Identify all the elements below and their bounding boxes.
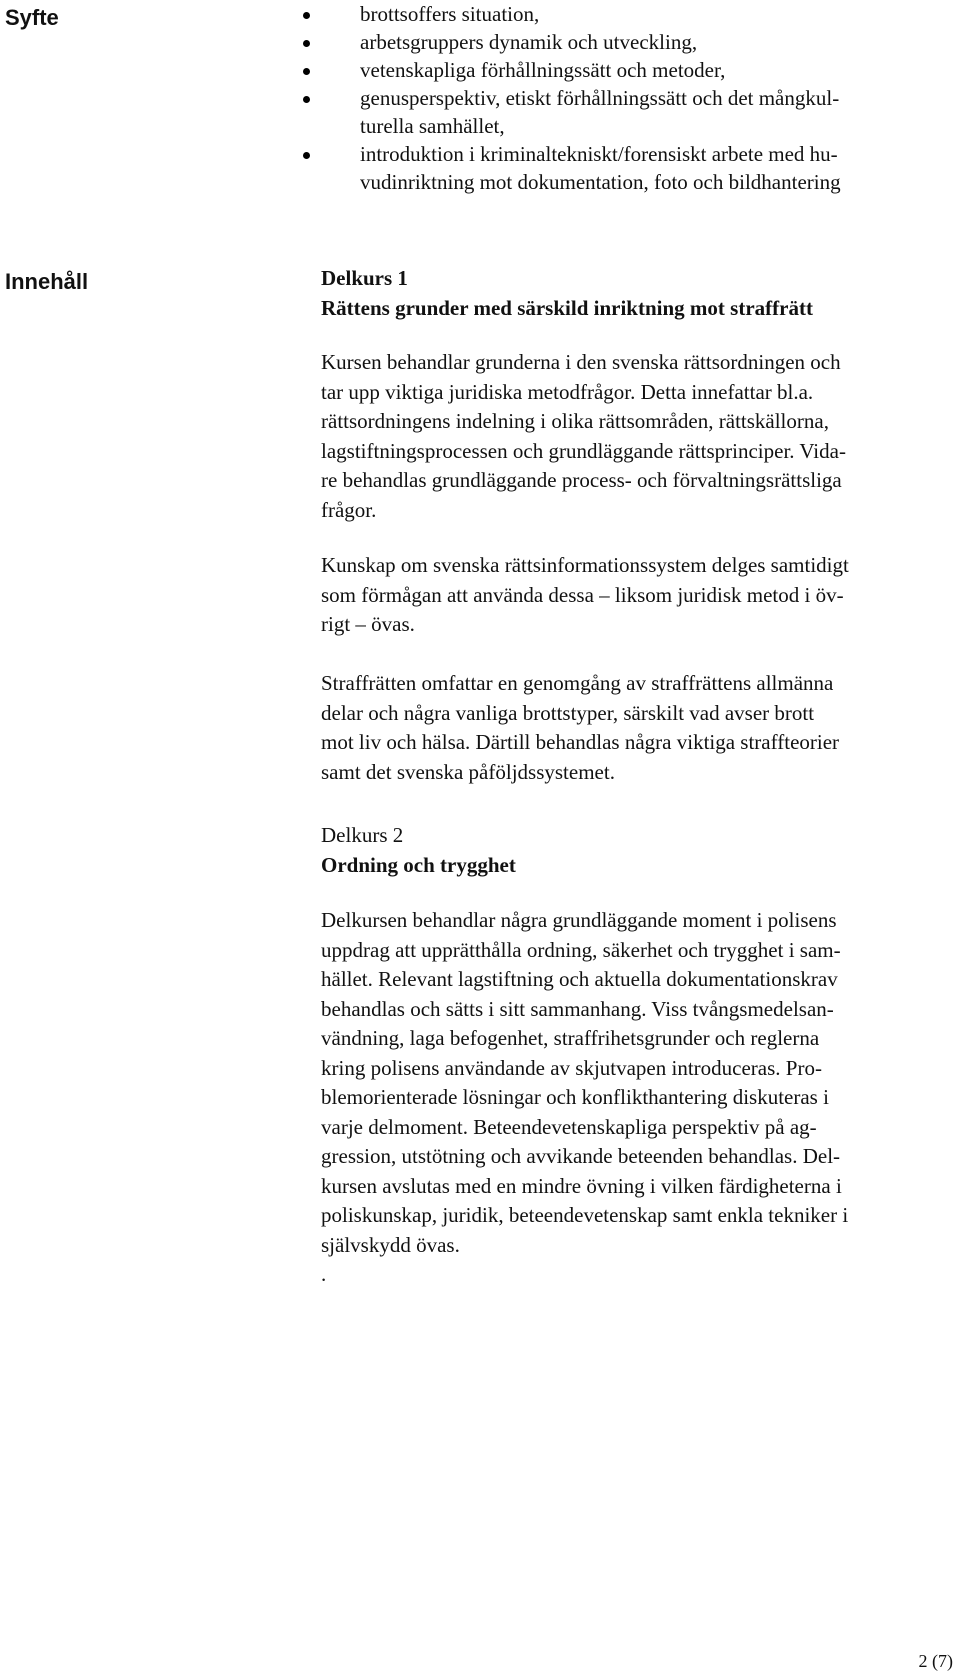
delkurs-1-paragraph: [321, 551, 951, 640]
text-line: samt det svenska påföljdssystemet.: [321, 759, 615, 784]
text-line: re behandlas grundläggande process- och förvaltningsrättsliga: [321, 468, 842, 492]
text-line: uppdrag att upprätthålla ordning, säkerhet och trygghet i sam-: [321, 937, 841, 962]
delkurs-1-paragraph: [321, 669, 951, 787]
text-line: Straffrätten omfattar en genomgång av straffrättens allmänna: [321, 671, 834, 695]
list-item: [300, 140, 930, 196]
section-heading-syfte: Syfte: [5, 5, 59, 30]
text-line: Delkursen behandlar några grundläggande moment i polisens: [321, 908, 837, 932]
delkurs-2-paragraph: [321, 906, 951, 1260]
list-item: [300, 56, 930, 84]
bullet-icon: [303, 96, 310, 103]
delkurs-2-label: Delkurs 2: [321, 823, 404, 847]
list-item: [300, 84, 930, 140]
text-line: delar och några vanliga brottstyper, särskilt vad avser brott: [321, 700, 815, 725]
text-line: Kunskap om svenska rättsinformationssystem delges samtidigt: [321, 553, 849, 577]
text-line: hället. Relevant lagstiftning och aktuella dokumentationskrav: [321, 967, 838, 991]
delkurs-1-header: [321, 264, 951, 323]
trailing-punctuation: .: [321, 1262, 327, 1286]
text-line: rättsordningens indelning i olika rättsområden, rättskällorna,: [321, 409, 829, 433]
page-number: 2 (7): [918, 1651, 953, 1671]
text-line: självskydd övas.: [321, 1232, 460, 1257]
list-item-text: introduktion i kriminaltekniskt/forensiskt arbete med hu-: [360, 142, 838, 166]
delkurs-1-label: Delkurs 1: [321, 266, 408, 290]
list-item-text: arbetsgruppers dynamik och utveckling,: [360, 30, 698, 54]
text-line: frågor.: [321, 497, 377, 522]
bullet-icon: [303, 152, 310, 159]
text-line: tar upp viktiga juridiska metodfrågor. Detta innefattar bl.a.: [321, 379, 814, 404]
delkurs-2-title: Ordning och trygghet: [321, 852, 516, 877]
text-line: poliskunskap, juridik, beteendevetenskap samt enkla tekniker i: [321, 1203, 849, 1227]
text-line: gression, utstötning och avvikande beteenden behandlas. Del-: [321, 1144, 841, 1168]
list-item-text: vetenskapliga förhållningssätt och metoder,: [360, 58, 726, 82]
list-item-text: brottsoffers situation,: [360, 2, 540, 26]
bullet-icon: [303, 12, 310, 19]
delkurs-2-header: [321, 821, 951, 880]
text-line: behandlas och sätts i sitt sammanhang. Viss tvångsmedelsan-: [321, 996, 834, 1021]
text-line: varje delmoment. Beteendevetenskapliga perspektiv på ag-: [321, 1114, 817, 1139]
text-line: rigt – övas.: [321, 612, 415, 636]
text-line: som förmågan att använda dessa – liksom juridisk metod i öv-: [321, 582, 844, 607]
list-item-text: genusperspektiv, etiskt förhållningssätt och det mångkul-: [360, 86, 840, 110]
text-line: kursen avslutas med en mindre övning i vilken färdigheterna i: [321, 1173, 842, 1198]
text-line: vändning, laga befogenhet, straffrihetsgrunder och reglerna: [321, 1026, 820, 1050]
text-line: Kursen behandlar grunderna i den svenska rättsordningen och: [321, 350, 841, 374]
section-heading-innehall: Innehåll: [5, 269, 89, 294]
delkurs-1-title: Rättens grunder med särskild inriktning mot straffrätt: [321, 295, 813, 320]
list-item: [300, 28, 930, 56]
list-item: [300, 0, 930, 28]
list-item-text: turella samhället,: [360, 114, 505, 138]
text-line: mot liv och hälsa. Därtill behandlas några viktiga straffteorier: [321, 730, 840, 754]
syfte-bullet-list: [300, 0, 930, 196]
bullet-icon: [303, 40, 310, 47]
text-line: kring polisens användande av skjutvapen introduceras. Pro-: [321, 1055, 822, 1080]
list-item-text: vudinriktning mot dokumentation, foto och bildhantering: [360, 170, 841, 194]
delkurs-1-paragraph: [321, 348, 951, 525]
bullet-icon: [303, 68, 310, 75]
text-line: lagstiftningsprocessen och grundläggande rättsprinciper. Vida-: [321, 438, 846, 463]
text-line: blemorienterade lösningar och konflikthantering diskuteras i: [321, 1085, 829, 1109]
